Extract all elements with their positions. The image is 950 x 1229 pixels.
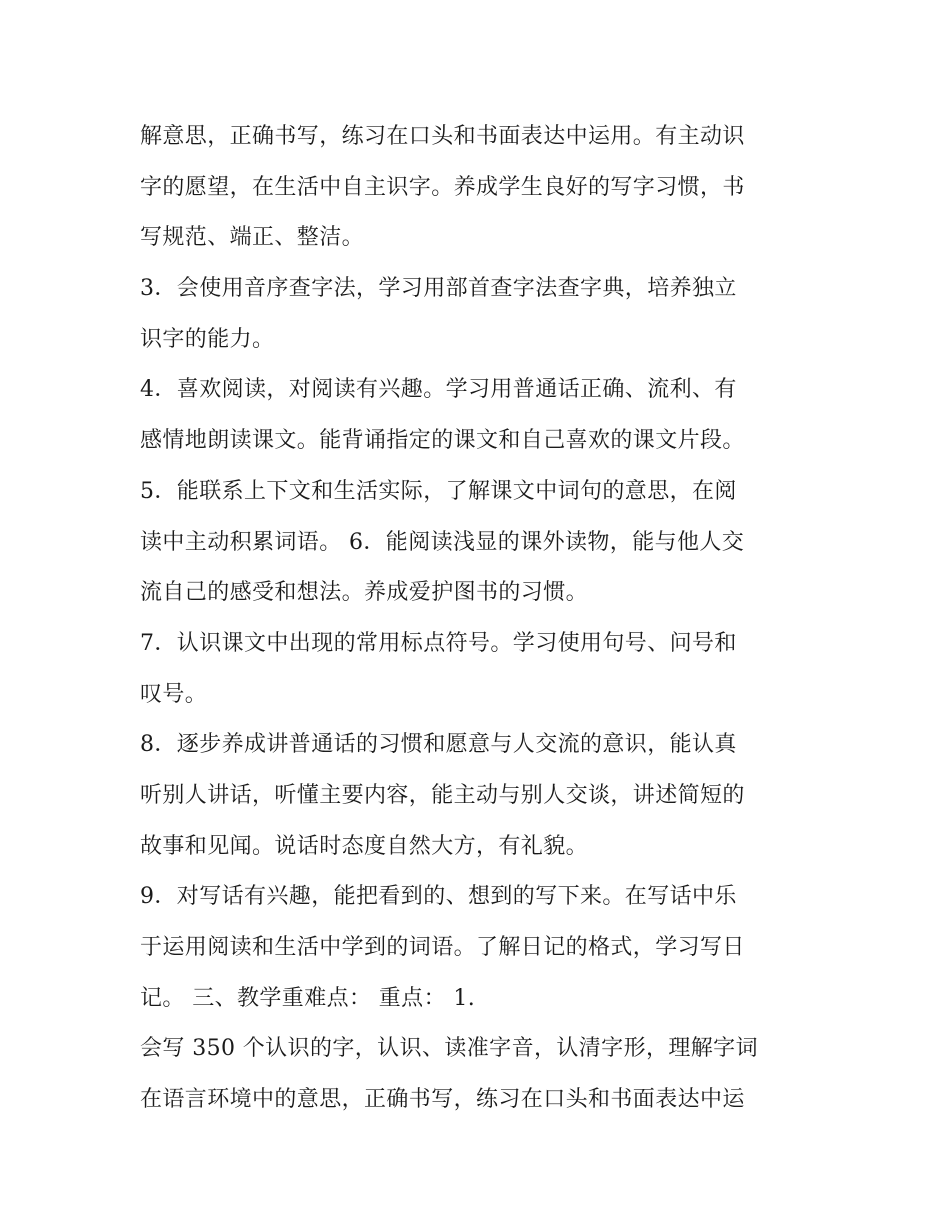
text-line: 字的愿望，在生活中自主识字。养成学生良好的写字习惯，书: [140, 174, 745, 200]
text-line: 会写 350 个认识的字，认识、读准字音，认清字形，理解字词: [140, 1036, 758, 1062]
text-line: 听别人讲话，听懂主要内容，能主动与别人交谈，讲述简短的: [140, 782, 745, 808]
text-line: 8．逐步养成讲普通话的习惯和愿意与人交流的意识，能认真: [140, 732, 737, 758]
text-line: 流自己的感受和想法。养成爱护图书的习惯。: [140, 580, 589, 606]
text-line: 解意思，正确书写，练习在口头和书面表达中运用。有主动识: [140, 124, 745, 149]
text-line: 记。 三、教学重难点： 重点： 1.: [140, 985, 476, 1011]
text-line: 于运用阅读和生活中学到的词语。了解日记的格式，学习写日: [140, 935, 745, 960]
text-line: 识字的能力。: [140, 326, 275, 352]
text-line: 故事和见闻。说话时态度自然大方，有礼貌。: [140, 833, 589, 859]
text-line: 9．对写话有兴趣，能把看到的、想到的写下来。在写话中乐: [140, 884, 737, 910]
text-line: 4．喜欢阅读，对阅读有兴趣。学习用普通话正确、流利、有: [140, 377, 737, 403]
text-line: 感情地朗读课文。能背诵指定的课文和自己喜欢的课文片段。: [140, 428, 745, 454]
text-line: 在语言环境中的意思，正确书写，练习在口头和书面表达中运: [140, 1087, 745, 1113]
text-line: 3．会使用音序查字法，学习用部首查字法查字典，培养独立: [140, 276, 737, 302]
text-line: 7．认识课文中出现的常用标点符号。学习使用句号、问号和: [140, 630, 737, 656]
body-text: [140, 112, 820, 1126]
text-line: 叹号。: [140, 681, 208, 707]
text-line: 写规范、端正、整洁。: [140, 225, 365, 251]
text-line: 读中主动积累词语。 6．能阅读浅显的课外读物，能与他人交: [140, 529, 745, 555]
text-line: 5．能联系上下文和生活实际，了解课文中词句的意思，在阅: [140, 478, 737, 504]
